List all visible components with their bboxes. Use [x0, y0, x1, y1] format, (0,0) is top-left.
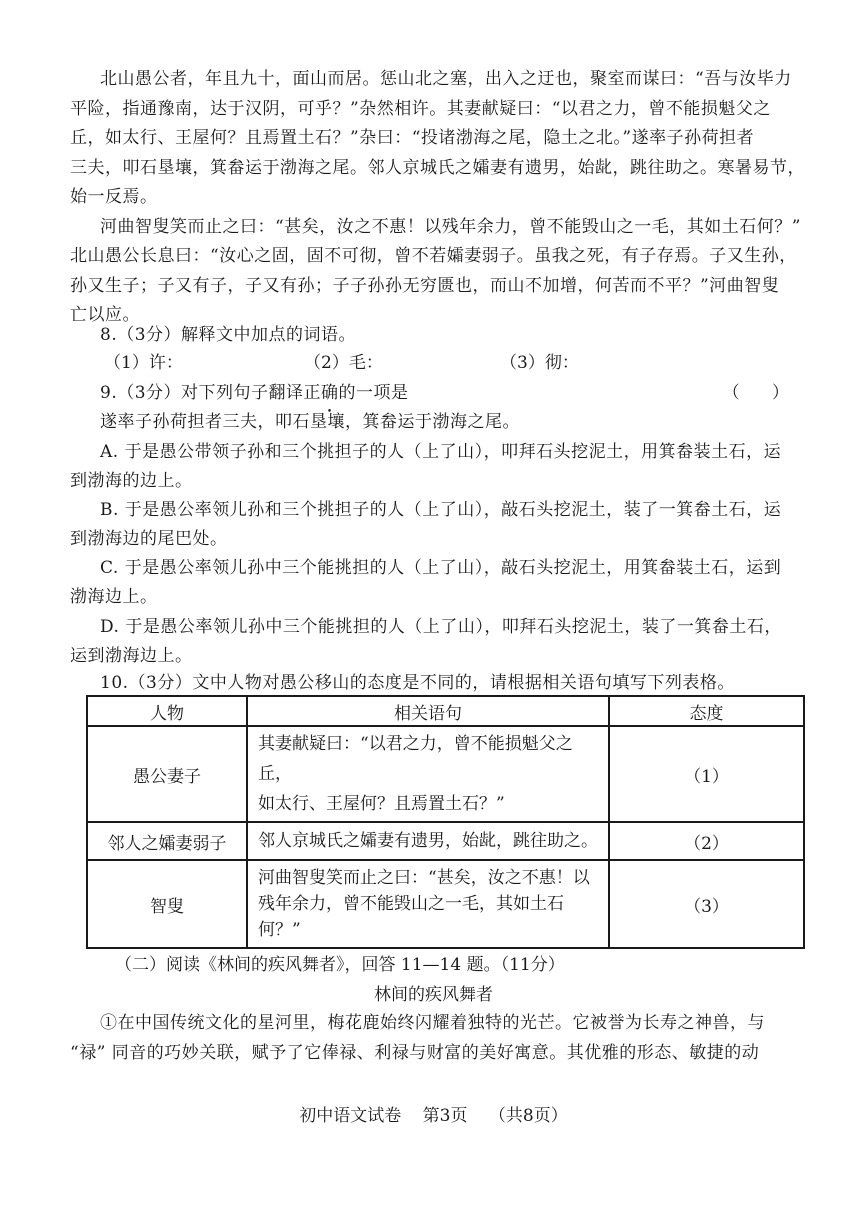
- answer-bracket: （ ）: [722, 383, 789, 403]
- cell-person: 邻人之孀妻弱子: [87, 822, 247, 860]
- quote-line: 如太行、王屋何？且焉置土石？”: [258, 794, 505, 814]
- quote-line: 其妻献疑曰：“以君之力，曾不能损魁父之丘，: [258, 734, 573, 784]
- cell-person: 智叟: [87, 860, 247, 948]
- stem-part: 9.（3分）对下列句子翻译正: [100, 383, 322, 403]
- footer-total-pages: （共8页）: [488, 1106, 568, 1126]
- article-title: 林间的疾风舞者: [374, 985, 493, 1005]
- cell-attitude-blank: （3）: [609, 860, 804, 948]
- passage-line: 三夫，叩石垦壤，箕畚运于渤海之尾。邻人京城氏之孀妻有遗男，始龀，跳往助之。寒暑易节，: [70, 158, 805, 178]
- passage-line: 北山愚公者，年且九十，面山而居。惩山北之塞，出入之迂也，聚室而谋曰：“吾与汝毕力: [100, 69, 792, 89]
- page-footer: [0, 1101, 867, 1126]
- stem-part: 的一项是: [338, 383, 409, 403]
- cell-quote: [247, 860, 609, 948]
- header-quote: 相关语句: [247, 696, 609, 726]
- blank-3-label: （3）彻：: [500, 353, 579, 373]
- passage-line: 丘，如太行、王屋何？且焉置土石？”杂曰：“投诸渤海之尾，隐土之北。”遂率子孙荷担者: [70, 128, 755, 148]
- passage-line: 平险，指通豫南，达于汉阴，可乎？”杂然相许。其妻献疑曰：“以君之力，曾不能损魁父之: [70, 99, 771, 119]
- footer-subject: 初中语文试卷: [299, 1106, 402, 1126]
- passage-line: 河曲智叟笑而止之曰：“甚矣，汝之不惠！以残年余力，曾不能毁山之一毛，其如土石何？”: [100, 217, 801, 237]
- footer-page-number: 第3页: [422, 1106, 468, 1126]
- quote-line: 邻人京城氏之孀妻有遗男，始龀，跳往助之。: [258, 831, 598, 851]
- header-person: 人物: [87, 696, 247, 726]
- option-line: B. 于是愚公率领儿孙和三个挑担子的人（上了山），敲石头挖泥土，装了一箕畚土石，运: [100, 500, 782, 520]
- table-row: [87, 822, 804, 860]
- option-line: 渤海边上。: [70, 587, 158, 607]
- quote-line: 河曲智叟笑而止之曰：“甚矣，汝之不惠！以: [258, 868, 590, 888]
- blank-2-label: （2）毛：: [304, 353, 383, 373]
- passage-line: 孙又生子；子又有子，子又有孙；子子孙孙无穷匮也，而山不加增，何苦而不平？”河曲智叟: [70, 276, 780, 296]
- article-paragraph-line: “禄” 同音的巧妙关联，赋予了它俸禄、利禄与财富的美好寓意。其优雅的形态、敏捷的动: [70, 1043, 760, 1063]
- blank-1-label: （1）许：: [104, 353, 183, 373]
- emphasis-dot-char: 确: [321, 383, 339, 403]
- option-line: C. 于是愚公率领儿孙中三个能挑担的人（上了山），敲石头挖泥土，用箕畚装土石，运到: [100, 558, 782, 578]
- passage-line: 北山愚公长息曰：“汝心之固，固不可彻，曾不若孀妻弱子。虽我之死，有子存焉。子又生孙，: [70, 246, 797, 266]
- cell-person: 愚公妻子: [87, 726, 247, 822]
- passage-line: 始一反焉。: [70, 187, 158, 207]
- question-9-sentence: 遂率子孙荷担者三夫，叩石垦壤，箕畚运于渤海之尾。: [100, 412, 520, 432]
- option-line: 到渤海的边上。: [70, 471, 193, 491]
- quote-line: 何？”: [258, 920, 301, 940]
- question-9-stem: [100, 378, 409, 408]
- quote-line: 残年余力，曾不能毁山之一毛，其如土石: [258, 894, 564, 914]
- question-10-stem: 10.（3分）文中人物对愚公移山的态度是不同的，请根据相关语句填写下列表格。: [100, 673, 735, 693]
- option-line: A. 于是愚公带领子孙和三个挑担子的人（上了山），叩拜石头挖泥土，用箕畚装土石，运: [100, 442, 782, 462]
- cell-attitude-blank: （1）: [609, 726, 804, 822]
- table-row: [87, 860, 804, 948]
- passage-line: 亡以应。: [70, 305, 140, 325]
- cell-quote: [247, 726, 609, 822]
- option-line: 运到渤海边上。: [70, 646, 193, 666]
- cell-attitude-blank: （2）: [609, 822, 804, 860]
- option-line: 到渤海边的尾巴处。: [70, 529, 228, 549]
- table-row: [87, 726, 804, 822]
- question-8-stem: 8.（3分）解释文中加点的词语。: [100, 325, 357, 345]
- cell-quote: [247, 822, 609, 860]
- attitude-table: [86, 695, 805, 949]
- section-2-heading: （二）阅读《林间的疾风舞者》，回答 11—14 题。（11分）: [115, 955, 565, 975]
- article-paragraph-line: ①在中国传统文化的星河里，梅花鹿始终闪耀着独特的光芒。它被誉为长寿之神兽，与: [100, 1013, 765, 1033]
- option-line: D. 于是愚公率领儿孙中三个能挑担的人（上了山），叩拜石头挖泥土，装了一箕畚土石，: [100, 617, 782, 637]
- header-attitude: 态度: [609, 696, 804, 726]
- question-8-blanks: [104, 348, 764, 378]
- table-header-row: [87, 696, 804, 726]
